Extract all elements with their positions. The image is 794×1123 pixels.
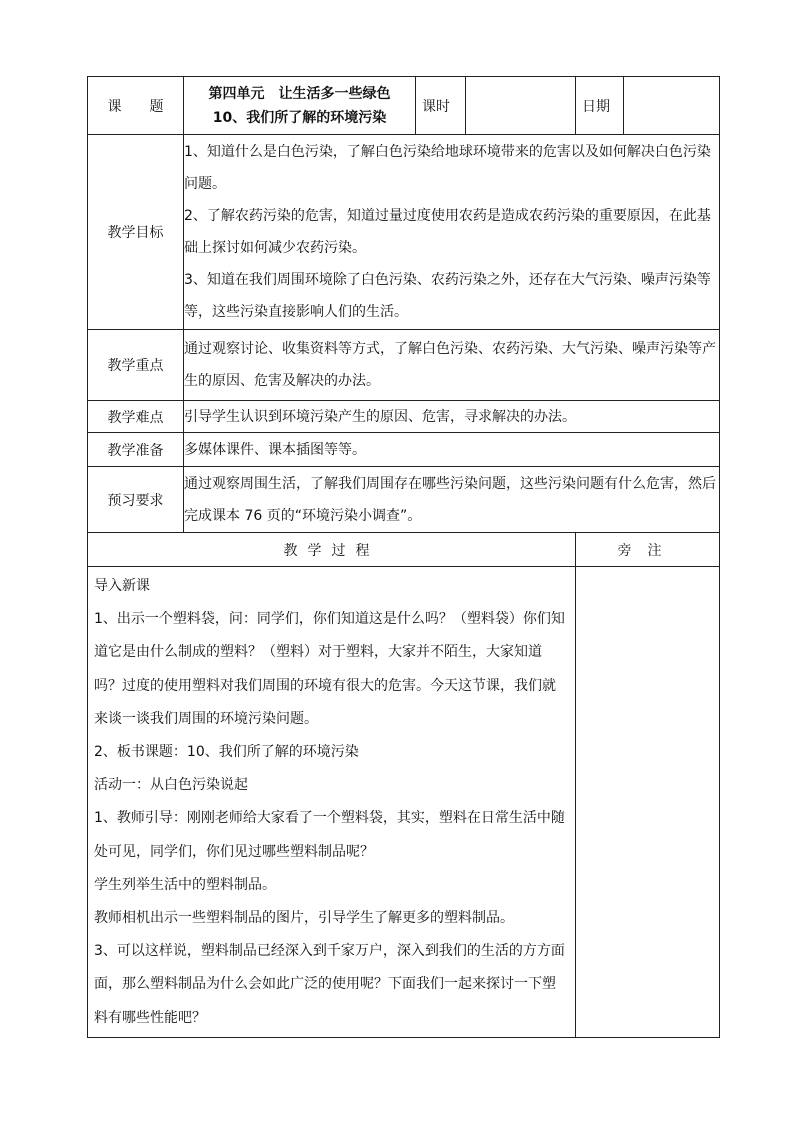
period-label: 课时 — [416, 77, 466, 135]
process-paragraph: 导入新课 — [94, 578, 150, 594]
goals-row — [88, 135, 720, 330]
date-label: 日期 — [576, 77, 624, 135]
process-content — [88, 567, 576, 1038]
period-value — [466, 77, 576, 135]
process-paragraph: 2、板书课题：10、我们所了解的环境污染 — [94, 744, 359, 761]
goals-content — [184, 135, 720, 330]
preparation-label: 教学准备 — [88, 433, 184, 467]
process-row — [88, 567, 720, 1038]
process-paragraph: 1、教师引导：刚刚老师给大家看了一个塑料袋，其实，塑料在日常生活中随处可见，同学们，你们见过哪些塑料制品呢？ — [94, 810, 565, 860]
difficulties-content: 引导学生认识到环境污染产生的原因、危害，寻求解决的办法。 — [184, 401, 720, 433]
notes-column — [576, 567, 720, 1038]
lesson-plan-page — [87, 76, 719, 1038]
goal-item: 1、知道什么是白色污染，了解白色污染给地球环境带来的危害以及如何解决白色污染问题。 — [184, 144, 711, 192]
preparation-row — [88, 433, 720, 467]
key-points-row — [88, 330, 720, 401]
process-paragraph: 学生列举生活中的塑料制品。 — [94, 876, 276, 893]
key-points-label: 教学重点 — [88, 330, 184, 401]
preview-content: 通过观察周围生活，了解我们周围存在哪些污染问题，这些污染问题有什么危害，然后完成课本 76 页的“环境污染小调查”。 — [184, 467, 720, 533]
goal-item: 2、了解农药污染的危害，知道过量过度使用农药是造成农药污染的重要原因，在此基础上探讨如何减少农药污染。 — [184, 208, 711, 256]
process-paragraph: 3、可以这样说，塑料制品已经深入到千家万户，深入到我们的生活的方方面面，那么塑料制品为什么会如此广泛的使用呢？下面我们一起来探讨一下塑料有哪些性能吧？ — [94, 943, 565, 1026]
key-points-content: 通过观察讨论、收集资料等方式，了解白色污染、农药污染、大气污染、噪声污染等产生的原因、危害及解决的办法。 — [184, 330, 720, 401]
preparation-content: 多媒体课件、课本插图等等。 — [184, 433, 720, 467]
goal-item: 3、知道在我们周围环境除了白色污染、农药污染之外，还存在大气污染、噪声污染等等，这些污染直接影响人们的生活。 — [184, 272, 711, 320]
process-header-row — [88, 533, 720, 567]
preview-label: 预习要求 — [88, 467, 184, 533]
goals-label: 教学目标 — [88, 135, 184, 330]
topic-label: 课 题 — [88, 77, 184, 135]
process-paragraph: 活动一：从白色污染说起 — [94, 777, 248, 794]
date-value — [624, 77, 720, 135]
lesson-subtitle: 10、我们所了解的环境污染 — [212, 109, 387, 126]
unit-title: 第四单元 让生活多一些绿色 — [208, 85, 391, 102]
difficulties-row — [88, 401, 720, 433]
difficulties-label: 教学难点 — [88, 401, 184, 433]
lesson-plan-table — [87, 76, 720, 1038]
process-paragraph: 1、出示一个塑料袋，问：同学们，你们知道这是什么吗？（塑料袋）你们知道它是由什么制成的塑料？（塑料）对于塑料，大家并不陌生，大家知道吗？过度的使用塑料对我们周围的环境有很大的危害。今天这节课，我们就来谈一谈我们周围的环境污染问题。 — [94, 611, 565, 727]
notes-header: 旁注 — [576, 533, 720, 567]
process-header: 教学过程 — [88, 533, 576, 567]
lesson-title — [184, 77, 416, 135]
preview-row — [88, 467, 720, 533]
process-paragraph: 教师相机出示一些塑料制品的图片，引导学生了解更多的塑料制品。 — [94, 910, 514, 927]
header-row — [88, 77, 720, 135]
